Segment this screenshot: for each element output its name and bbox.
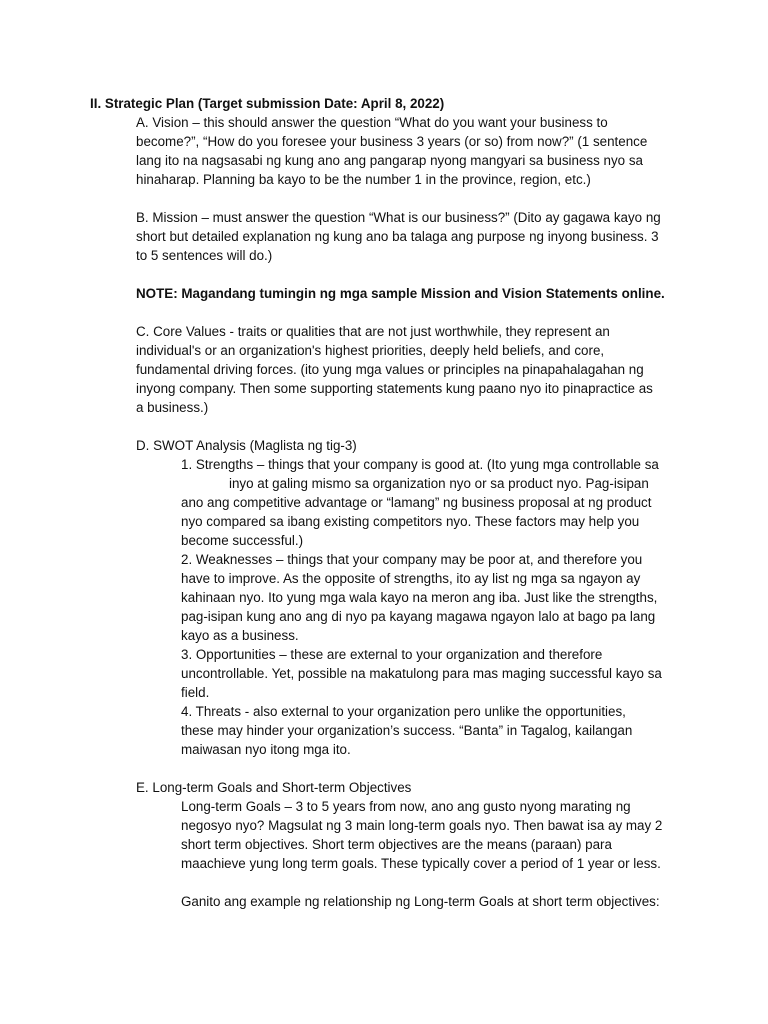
mission-line: to 5 sentences will do.) [136, 248, 273, 263]
core-values-line: fundamental driving forces. (ito yung mga values or principles na pinapahalagahan ng [136, 362, 644, 377]
opportunities-line: field. [181, 685, 210, 700]
weaknesses-line: pag-isipan kung ano ang di nyo pa kayang magawa ngayon lalo at bago pa lang [181, 609, 656, 624]
strengths-line: inyo at galing mismo sa organization nyo or sa product nyo. Pag-isipan [229, 476, 649, 491]
goals-line: maachieve yung long term goals. These typically cover a period of 1 year or less. [181, 856, 661, 871]
goals-line: Long-term Goals – 3 to 5 years from now, ano ang gusto nyong marating ng [181, 799, 631, 814]
example-line: Ganito ang example ng relationship ng Long-term Goals at short term objectives: [181, 894, 660, 909]
vision-line: A. Vision – this should answer the question “What do you want your business to [136, 115, 608, 130]
strengths-line: 1. Strengths – things that your company is good at. (Ito yung mga controllable sa [181, 457, 659, 472]
mission-line: short but detailed explanation ng kung ano ba talaga ang purpose ng inyong business. 3 [136, 229, 659, 244]
weaknesses-line: kahinaan nyo. Ito yung mga wala kayo na meron ang iba. Just like the strengths, [181, 590, 658, 605]
section-heading: II. Strategic Plan (Target submission Date: April 8, 2022) [90, 96, 445, 111]
core-values-line: C. Core Values - traits or qualities that are not just worthwhile, they represent an [136, 324, 610, 339]
vision-line: become?”, “How do you foresee your business 3 years (or so) from now?” (1 sentence [136, 134, 648, 149]
goals-line: short term objectives. Short term objectives are the means (paraan) para [181, 837, 612, 852]
core-values-line: inyong company. Then some supporting statements kung paano nyo ito pinapractice as [136, 381, 653, 396]
weaknesses-line: kayo as a business. [181, 628, 299, 643]
note: NOTE: Magandang tumingin ng mga sample Mission and Vision Statements online. [136, 286, 665, 301]
vision-line: lang ito na nagsasabi ng kung ano ang pangarap nyong mangyari sa business nyo sa [136, 153, 643, 168]
weaknesses-line: have to improve. As the opposite of strengths, ito ay list ng mga sa ngayon ay [181, 571, 641, 586]
goals-heading: E. Long-term Goals and Short-term Objectives [136, 780, 412, 795]
threats-line: maiwasan nyo itong mga ito. [181, 742, 351, 757]
strengths-line: nyo compared sa ibang existing competitors nyo. These factors may help you [181, 514, 640, 529]
opportunities-line: 3. Opportunities – these are external to your organization and therefore [181, 647, 603, 662]
mission-line: B. Mission – must answer the question “What is our business?” (Dito ay gagawa kayo ng [136, 210, 661, 225]
vision-line: hinaharap. Planning ba kayo to be the number 1 in the province, region, etc.) [136, 172, 591, 187]
opportunities-line: uncontrollable. Yet, possible na makatulong para mas maging successful kayo sa [181, 666, 662, 681]
goals-line: negosyo nyo? Magsulat ng 3 main long-term goals nyo. Then bawat isa ay may 2 [181, 818, 663, 833]
core-values-line: individual's or an organization's highest priorities, deeply held beliefs, and core, [136, 343, 605, 358]
weaknesses-line: 2. Weaknesses – things that your company may be poor at, and therefore you [181, 552, 643, 567]
strengths-line: become successful.) [181, 533, 304, 548]
threats-line: 4. Threats - also external to your organization pero unlike the opportunities, [181, 704, 626, 719]
swot-heading: D. SWOT Analysis (Maglista ng tig-3) [136, 438, 357, 453]
threats-line: these may hinder your organization’s success. “Banta” in Tagalog, kailangan [181, 723, 633, 738]
strengths-line: ano ang competitive advantage or “lamang” ng business proposal at ng product [181, 495, 652, 510]
core-values-line: a business.) [136, 400, 209, 415]
